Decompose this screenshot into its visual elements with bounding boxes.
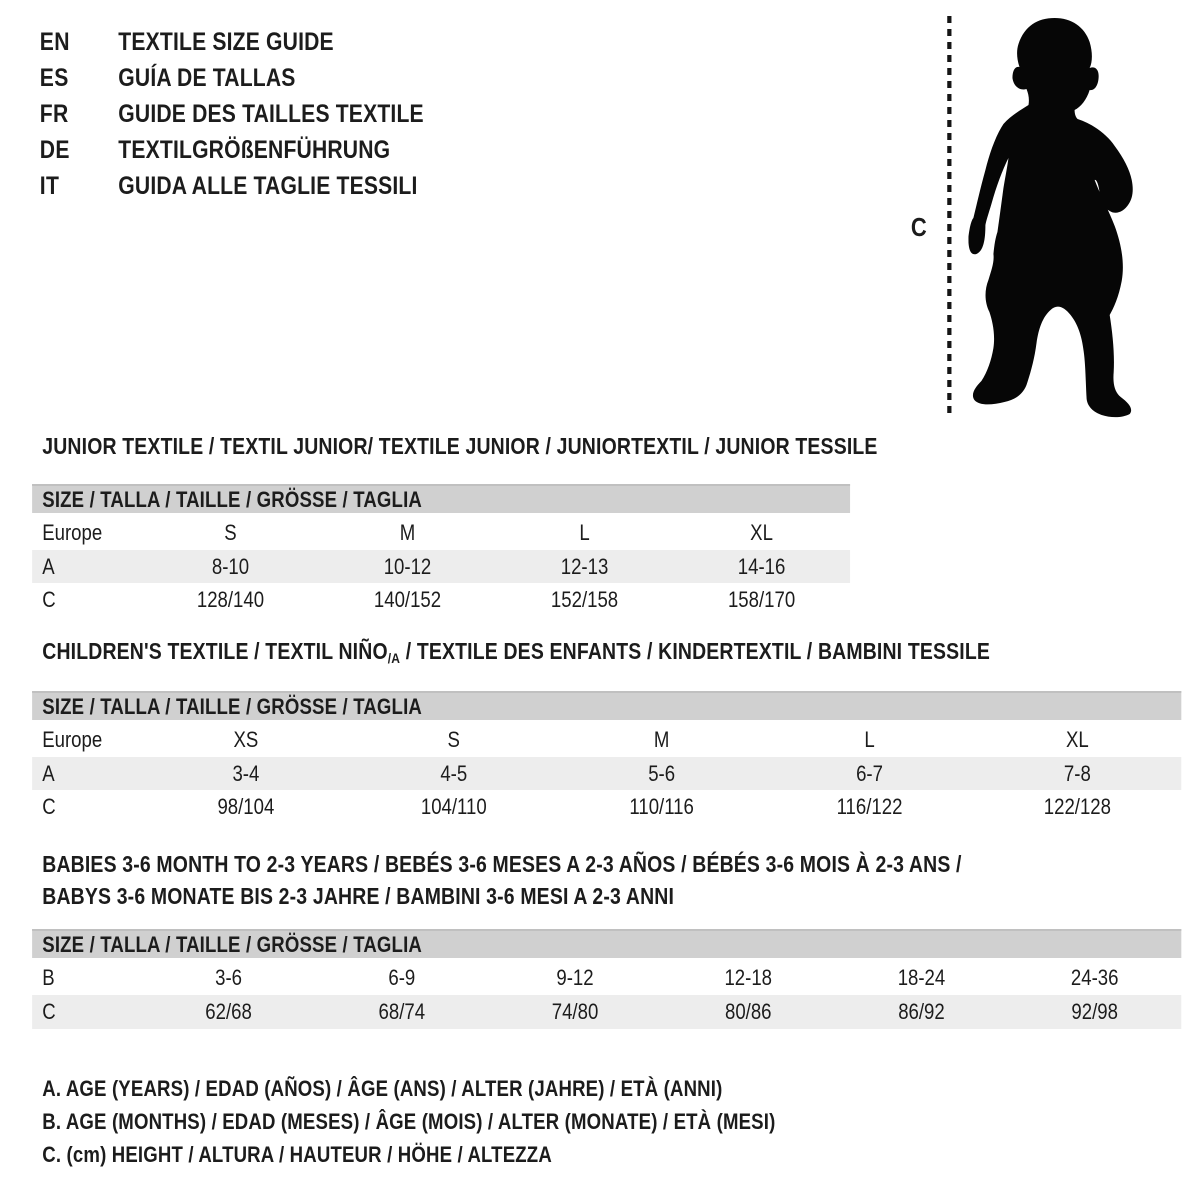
toddler-silhouette (968, 18, 1140, 418)
age-cell: 10-12 (383, 553, 432, 579)
children-title-sub: /A (387, 650, 401, 667)
language-code: IT (39, 171, 60, 200)
size-cell: M (653, 726, 670, 752)
height-cell: 68/74 (378, 999, 426, 1024)
height-cm-row (32, 583, 850, 616)
guide-title-it: GUIDA ALLE TAGLIE TESSILI (118, 171, 418, 200)
language-code: EN (39, 27, 70, 56)
junior-title-text: JUNIOR TEXTILE / TEXTIL JUNIOR/ TEXTILE JUNIOR / JUNIORTEXTIL / JUNIOR TESSILE (42, 433, 878, 459)
height-cell: 158/170 (727, 586, 796, 612)
children-size-table (32, 691, 1181, 823)
row-label: A (42, 760, 55, 786)
age-cell: 24-36 (1070, 964, 1119, 990)
junior-section-title (32, 433, 877, 467)
age-cell: 6-9 (388, 964, 416, 990)
language-row-de (40, 132, 424, 168)
height-cell: 104/110 (420, 793, 487, 819)
row-label: B (42, 964, 55, 990)
guide-title-de: TEXTILGRÖßENFÜHRUNG (118, 135, 391, 164)
europe-sizes-row (32, 515, 850, 550)
age-cell: 18-24 (897, 964, 946, 990)
size-cell: M (399, 519, 416, 545)
age-years-row (32, 550, 850, 583)
size-header-bar (32, 691, 1181, 720)
age-cell: 3-6 (215, 964, 243, 990)
height-cell: 86/92 (898, 999, 945, 1024)
language-row-fr (40, 96, 424, 132)
size-cell: XL (750, 519, 773, 545)
size-header-label: SIZE / TALLA / TAILLE / GRÖSSE / TAGLIA (42, 486, 423, 512)
age-months-row (32, 960, 1181, 995)
age-years-row (32, 757, 1181, 790)
size-cell: XS (233, 726, 259, 752)
age-cell: 12-13 (560, 553, 609, 579)
age-cell: 7-8 (1063, 760, 1091, 786)
age-cell: 6-7 (856, 760, 883, 786)
language-code: ES (39, 63, 69, 92)
junior-size-table (32, 484, 850, 616)
language-row-it (40, 168, 424, 204)
size-cell: L (864, 726, 875, 752)
age-cell: 3-4 (232, 760, 260, 786)
age-cell: 4-5 (440, 760, 468, 786)
age-cell: 14-16 (737, 553, 786, 579)
europe-sizes-row (32, 722, 1181, 757)
row-label: C (42, 999, 56, 1024)
height-cell: 128/140 (196, 586, 265, 612)
height-cell: 152/158 (550, 586, 619, 612)
age-cell: 8-10 (211, 553, 250, 579)
row-label: A (42, 553, 55, 579)
age-cell: 5-6 (648, 760, 676, 786)
guide-title-en: TEXTILE SIZE GUIDE (118, 27, 334, 56)
language-row-en (40, 24, 424, 60)
babies-title-line1: BABIES 3-6 MONTH TO 2-3 YEARS / BEBÉS 3-6 MESES A 2-3 AÑOS / BÉBÉS 3-6 MOIS À 2-3 ANS / (42, 851, 962, 877)
babies-section-title (32, 851, 962, 909)
guide-title-es: GUÍA DE TALLAS (118, 63, 296, 92)
size-header-label: SIZE / TALLA / TAILLE / GRÖSSE / TAGLIA (42, 931, 423, 957)
children-title-text: CHILDREN'S TEXTILE / TEXTIL NIÑO (42, 638, 388, 664)
height-cell: 74/80 (551, 999, 599, 1024)
row-label: C (42, 586, 56, 612)
row-label: Europe (42, 519, 103, 545)
row-label: Europe (42, 726, 103, 752)
size-cell: S (447, 726, 460, 752)
size-cell: S (224, 519, 237, 545)
language-title-list (40, 24, 424, 204)
legend-age-months: B. AGE (MONTHS) / EDAD (MESES) / ÂGE (MOIS) / ALTER (MONATE) / ETÀ (MESI) (42, 1109, 776, 1134)
language-code: DE (39, 135, 70, 164)
height-cell: 92/98 (1071, 999, 1118, 1024)
size-cell: L (579, 519, 590, 545)
language-code: FR (39, 99, 69, 128)
children-title-rest: / TEXTILE DES ENFANTS / KINDERTEXTIL / BAMBINI TESSILE (400, 638, 991, 664)
height-cell: 98/104 (217, 793, 275, 819)
size-header-bar (32, 484, 850, 513)
children-section-title (32, 638, 990, 672)
height-cell: 140/152 (373, 586, 442, 612)
legend-height-cm: C. (cm) HEIGHT / ALTURA / HAUTEUR / HÖHE / ALTEZZA (42, 1142, 552, 1167)
language-row-es (40, 60, 424, 96)
row-label: C (42, 793, 56, 819)
age-cell: 12-18 (724, 964, 773, 990)
babies-size-table (32, 929, 1181, 1029)
guide-title-fr: GUIDE DES TAILLES TEXTILE (118, 99, 424, 128)
height-cell: 122/128 (1043, 793, 1111, 819)
height-cell: 62/68 (205, 999, 252, 1024)
babies-title-line2: BABYS 3-6 MONATE BIS 2-3 JAHRE / BAMBINI 3-6 MESI A 2-3 ANNI (42, 883, 675, 909)
measure-legend (32, 1072, 775, 1171)
height-cm-row (32, 995, 1181, 1029)
height-cm-row (32, 790, 1181, 823)
height-cell: 110/116 (629, 793, 694, 819)
height-cell: 80/86 (724, 999, 772, 1024)
age-cell: 9-12 (556, 964, 594, 990)
size-cell: XL (1065, 726, 1089, 752)
size-header-label: SIZE / TALLA / TAILLE / GRÖSSE / TAGLIA (42, 693, 423, 719)
legend-age-years: A. AGE (YEARS) / EDAD (AÑOS) / ÂGE (ANS) / ALTER (JAHRE) / ETÀ (ANNI) (42, 1076, 723, 1101)
height-measure-label: C (910, 212, 927, 242)
height-measure-dashed-line (947, 16, 951, 416)
size-header-bar (32, 929, 1181, 958)
height-cell: 116/122 (836, 793, 903, 819)
